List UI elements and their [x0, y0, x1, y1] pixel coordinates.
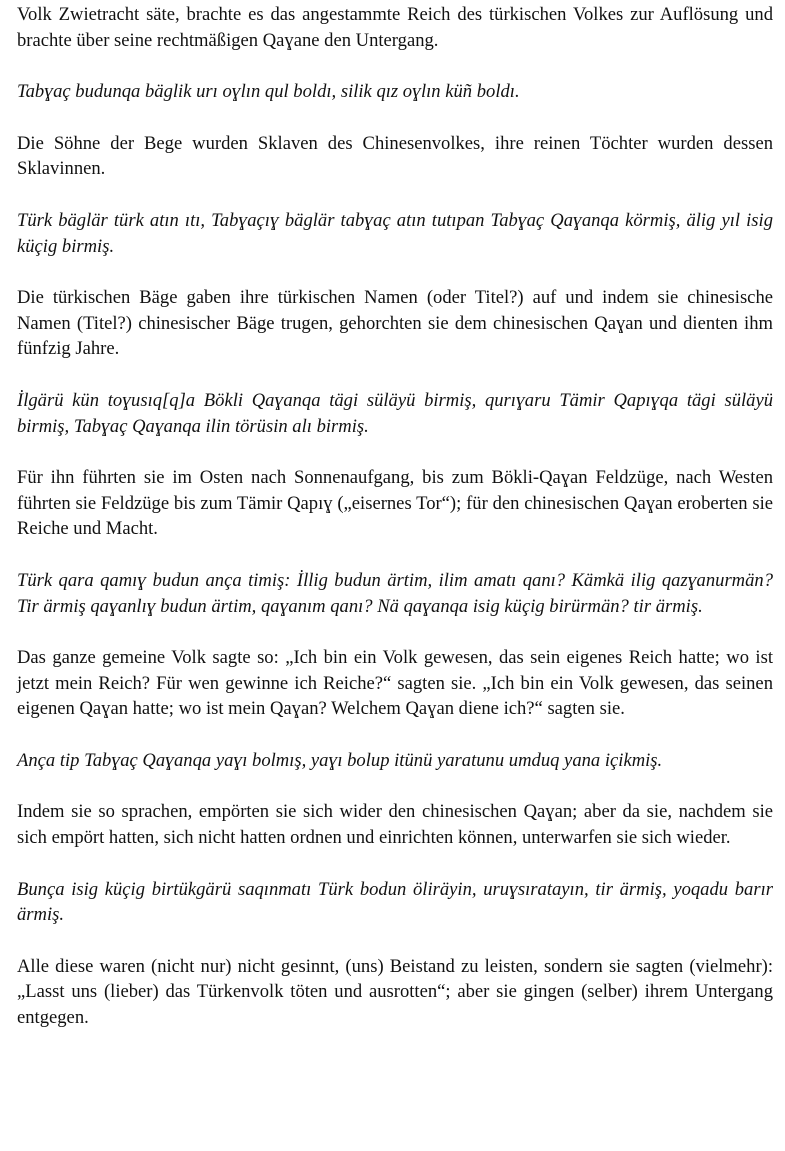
german-translation-paragraph: Das ganze gemeine Volk sagte so: „Ich bin ein Volk gewesen, das sein eigenes Reich hatte; wo ist jetzt mein Reich? Für wen gewinne ich Reiche?“ sagten sie. „Ich bin ein Volk gewesen, das seinen eigenen Qaɣan hatte; wo ist mein Qaɣan? Welchem Qaɣan diene ich?“ sagten sie. — [17, 647, 773, 720]
old-turkic-transliteration-paragraph: İlgärü kün toɣusıq[q]a Bökli Qaɣanqa tägi süläyü birmiş, qurıɣaru Tämir Qapıɣqa tägi süläyü birmiş, Tabɣaç Qaɣanqa ilin törüsin alı birmiş. — [17, 389, 773, 437]
document-page — [17, 2, 773, 1031]
german-translation-paragraph: Die Söhne der Bege wurden Sklaven des Chinesenvolkes, ihre reinen Töchter wurden dessen Sklavinnen. — [17, 132, 773, 180]
german-translation-paragraph: Indem sie so sprachen, empörten sie sich wider den chinesischen Qaɣan; aber da sie, nachdem sie sich empört hatten, sich nicht hatten ordnen und einrichten können, unterwarfen sie sich wieder. — [17, 801, 773, 849]
old-turkic-transliteration-paragraph: Türk qara qamıɣ budun ança timiş: İllig budun ärtim, ilim amatı qanı? Kämkä ilig qazɣanurmän? Tir ärmiş qaɣanlıɣ budun ärtim, qaɣanım qanı? Nä qaɣanqa isig küçig birürmän? tir ärmiş. — [17, 569, 773, 617]
german-translation-paragraph: Die türkischen Bäge gaben ihre türkischen Namen (oder Titel?) auf und indem sie chinesische Namen (Titel?) chinesischer Bäge trugen, gehorchten sie dem chinesischen Qaɣan und dienten ihm fünfzig Jahre. — [17, 287, 773, 360]
old-turkic-transliteration-paragraph: Tabɣaç budunqa bäglik urı oɣlın qul boldı, silik qız oɣlın küñ boldı. — [17, 81, 520, 103]
german-translation-paragraph: Volk Zwietracht säte, brachte es das angestammte Reich des türkischen Volkes zur Auflösung und brachte über seine rechtmäßigen Qaɣane den Untergang. — [17, 4, 773, 51]
german-translation-paragraph: Für ihn führten sie im Osten nach Sonnenaufgang, bis zum Bökli-Qaɣan Feldzüge, nach Westen führten sie Feldzüge bis zum Tämir Qapıɣ („eisernes Tor“); für den chinesischen Qaɣan eroberten sie Reiche und Macht. — [17, 467, 773, 540]
german-translation-paragraph: Alle diese waren (nicht nur) nicht gesinnt, (uns) Beistand zu leisten, sondern sie sagten (vielmehr): „Lasst uns (lieber) das Türkenvolk töten und ausrotten“; aber sie gingen (selber) ihrem Untergang entgegen. — [17, 955, 773, 1029]
old-turkic-transliteration-paragraph: Bunça isig küçig birtükgärü saqınmatı Türk bodun öliräyin, uruɣsıratayın, tir ärmiş, yoqadu barır ärmiş. — [17, 878, 773, 926]
old-turkic-transliteration-paragraph: Türk bäglär türk atın ıtı, Tabɣaçıɣ bäglär tabɣaç atın tutıpan Tabɣaç Qaɣanqa körmiş, älig yıl isig küçig birmiş. — [17, 209, 773, 257]
old-turkic-transliteration-paragraph: Ança tip Tabɣaç Qaɣanqa yaɣı bolmış, yaɣı bolup itünü yaratunu umduq yana içikmiş. — [17, 749, 663, 771]
